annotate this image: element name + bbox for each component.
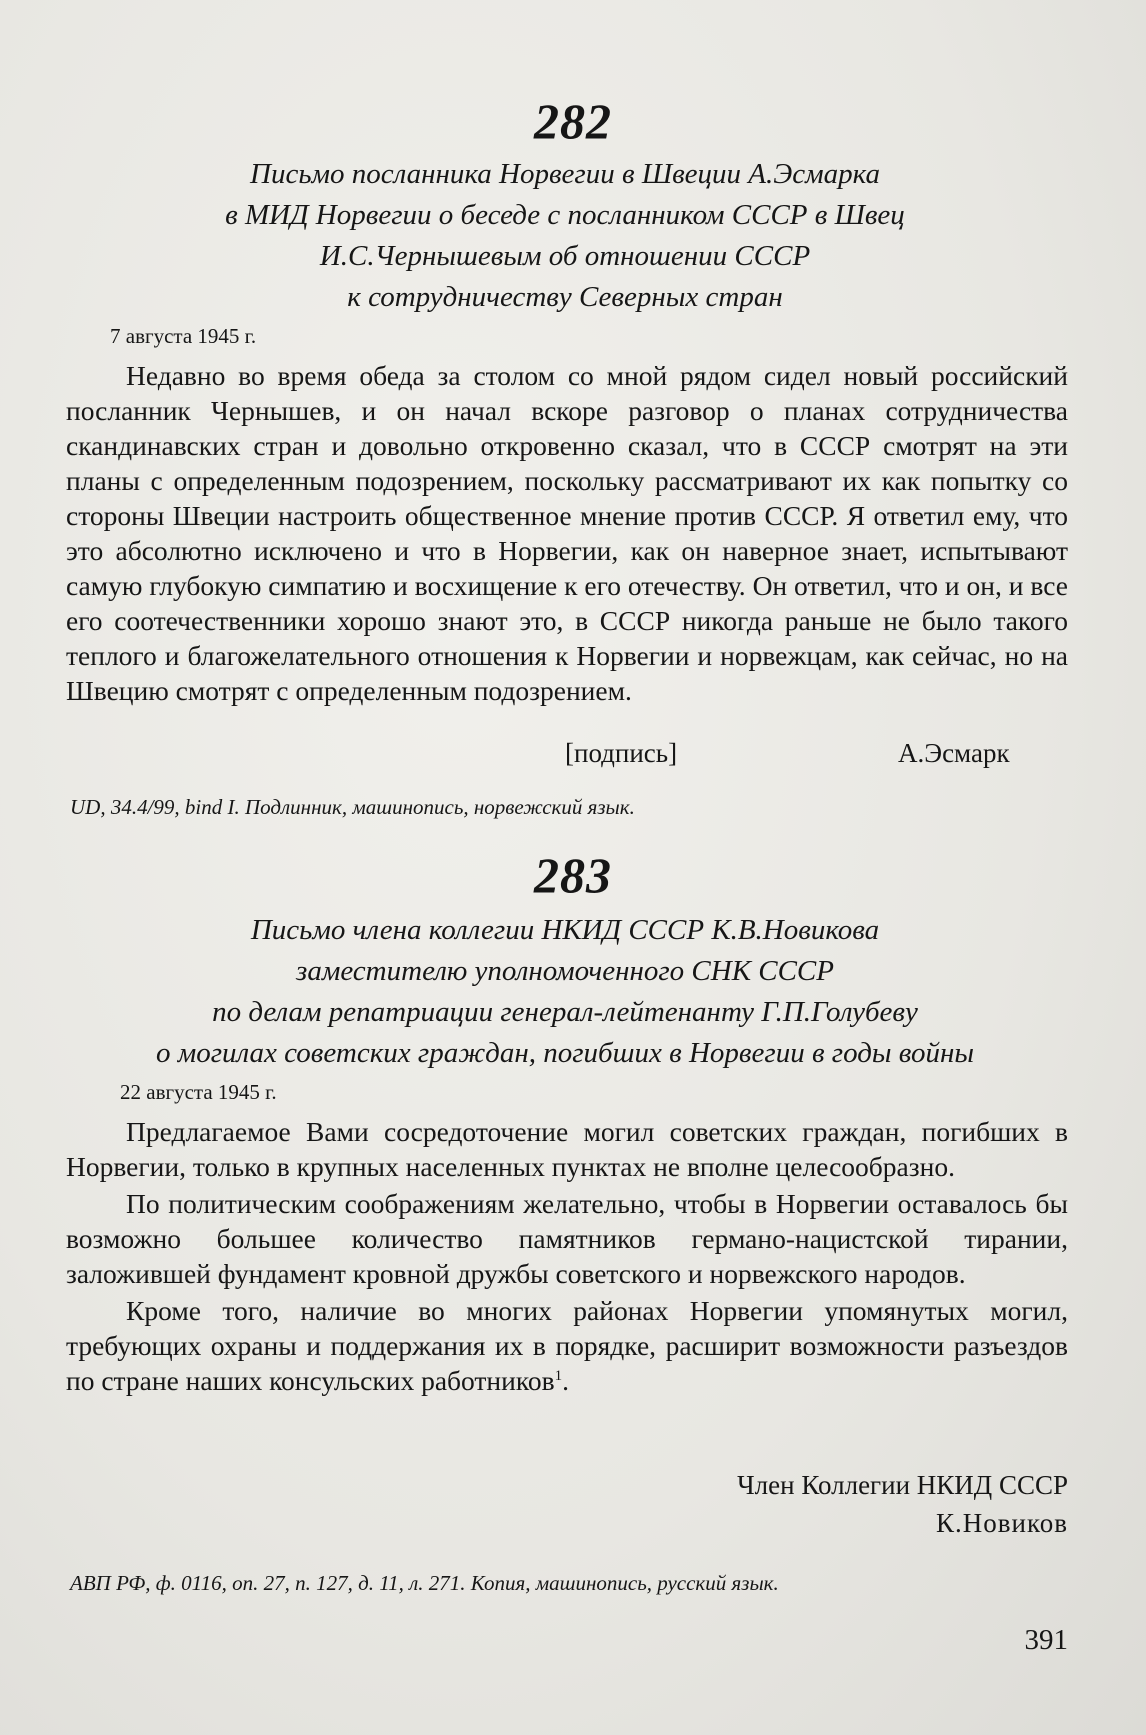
doc283-title (60, 910, 1070, 1074)
doc282-title (60, 154, 1070, 318)
doc282-paragraph: Недавно во время обеда за столом со мной рядом сидел новый российский посланник Чернышев, и он начал вскоре разговор о планах сотрудничества скандинавских стран и довольно откровенно сказал, что в СССР смотрят на эти планы с определенным подозрением, поскольку рассматривают их как попытку со стороны Швеции настроить общественное мнение против СССР. Я ответил ему, что это абсолютно исключено и что в Норвегии, как он наверное знает, испытывают самую глубокую симпатию и восхищение к его отечеству. Он ответил, что и он, и все его соотечественники хорошо знают это, в СССР никогда раньше не было такого теплого и благожелательного отношения к Норвегии и норвежцам, как сейчас, но на Швецию смотрят с определенным подозрением. (66, 360, 1068, 706)
doc283-signature-title: Член Коллегии НКИД СССР (737, 1470, 1068, 1500)
doc282-title-line: в МИД Норвегии о беседе с посланником СССР в Швец (225, 199, 905, 231)
doc282-body (66, 358, 1068, 708)
doc282-source: UD, 34.4/99, bind I. Подлинник, машинопись, норвежский язык. (70, 795, 635, 819)
doc283-paragraph-last: Кроме того, наличие во многих районах Норвегии упомянутых могил, требующих охраны и поддержания их в порядке, расширит возможности разъездов по стране наших консульских работников$^1$. (66, 1295, 1068, 1396)
doc283-source: АВП РФ, ф. 0116, оп. 27, п. 127, д. 11, л. 271. Копия, машинопись, русский язык. (70, 1571, 779, 1595)
doc283-date: 22 августа 1945 г. (120, 1080, 277, 1104)
footnote-marker: 1 (554, 1367, 563, 1384)
doc283-title-line: о могилах советских граждан, погибших в Норвегии в годы войны (155, 1037, 975, 1069)
doc283-paragraph-text: Кроме того, наличие во многих районах Норвегии упомянутых могил, требующих охраны и поддержания их в порядке, расширит возможности разъездов по стране наших консульских работников (66, 1295, 1068, 1396)
page-number: 391 (1024, 1624, 1068, 1656)
doc283-body (66, 1114, 1068, 1398)
doc282-signature-name: А.Эсмарк (898, 738, 1010, 768)
doc283-number: 283 (534, 847, 612, 903)
doc283-signature-name: К.Новиков (936, 1508, 1068, 1538)
doc282-number: 282 (534, 93, 612, 149)
doc283-title-line: заместителю уполномоченного СНК СССР (296, 955, 834, 987)
doc282-title-line: И.С.Чернышевым об отношении СССР (319, 240, 811, 272)
doc282-title-line: Письмо посланника Норвегии в Швеции А.Эсмарка (250, 158, 880, 190)
doc282-title-line: к сотрудничеству Северных стран (347, 281, 783, 313)
doc283-title-line: Письмо члена коллегии НКИД СССР К.В.Новикова (250, 914, 880, 946)
doc283-paragraph: По политическим соображениям желательно, чтобы в Норвегии оставалось бы возможно большее количество памятников германо-нацистской тирании, заложившей фундамент кровной дружбы советского и норвежского народов. (66, 1188, 1068, 1289)
doc283-paragraph: Предлагаемое Вами сосредоточение могил советских граждан, погибших в Норвегии, только в крупных населенных пунктах не вполне целесообразно. (66, 1116, 1068, 1182)
doc282-date: 7 августа 1945 г. (110, 324, 257, 348)
doc282-signature-note: [подпись] (565, 738, 678, 768)
doc283-title-line: по делам репатриации генерал-лейтенанту Г.П.Голубеву (212, 996, 918, 1028)
